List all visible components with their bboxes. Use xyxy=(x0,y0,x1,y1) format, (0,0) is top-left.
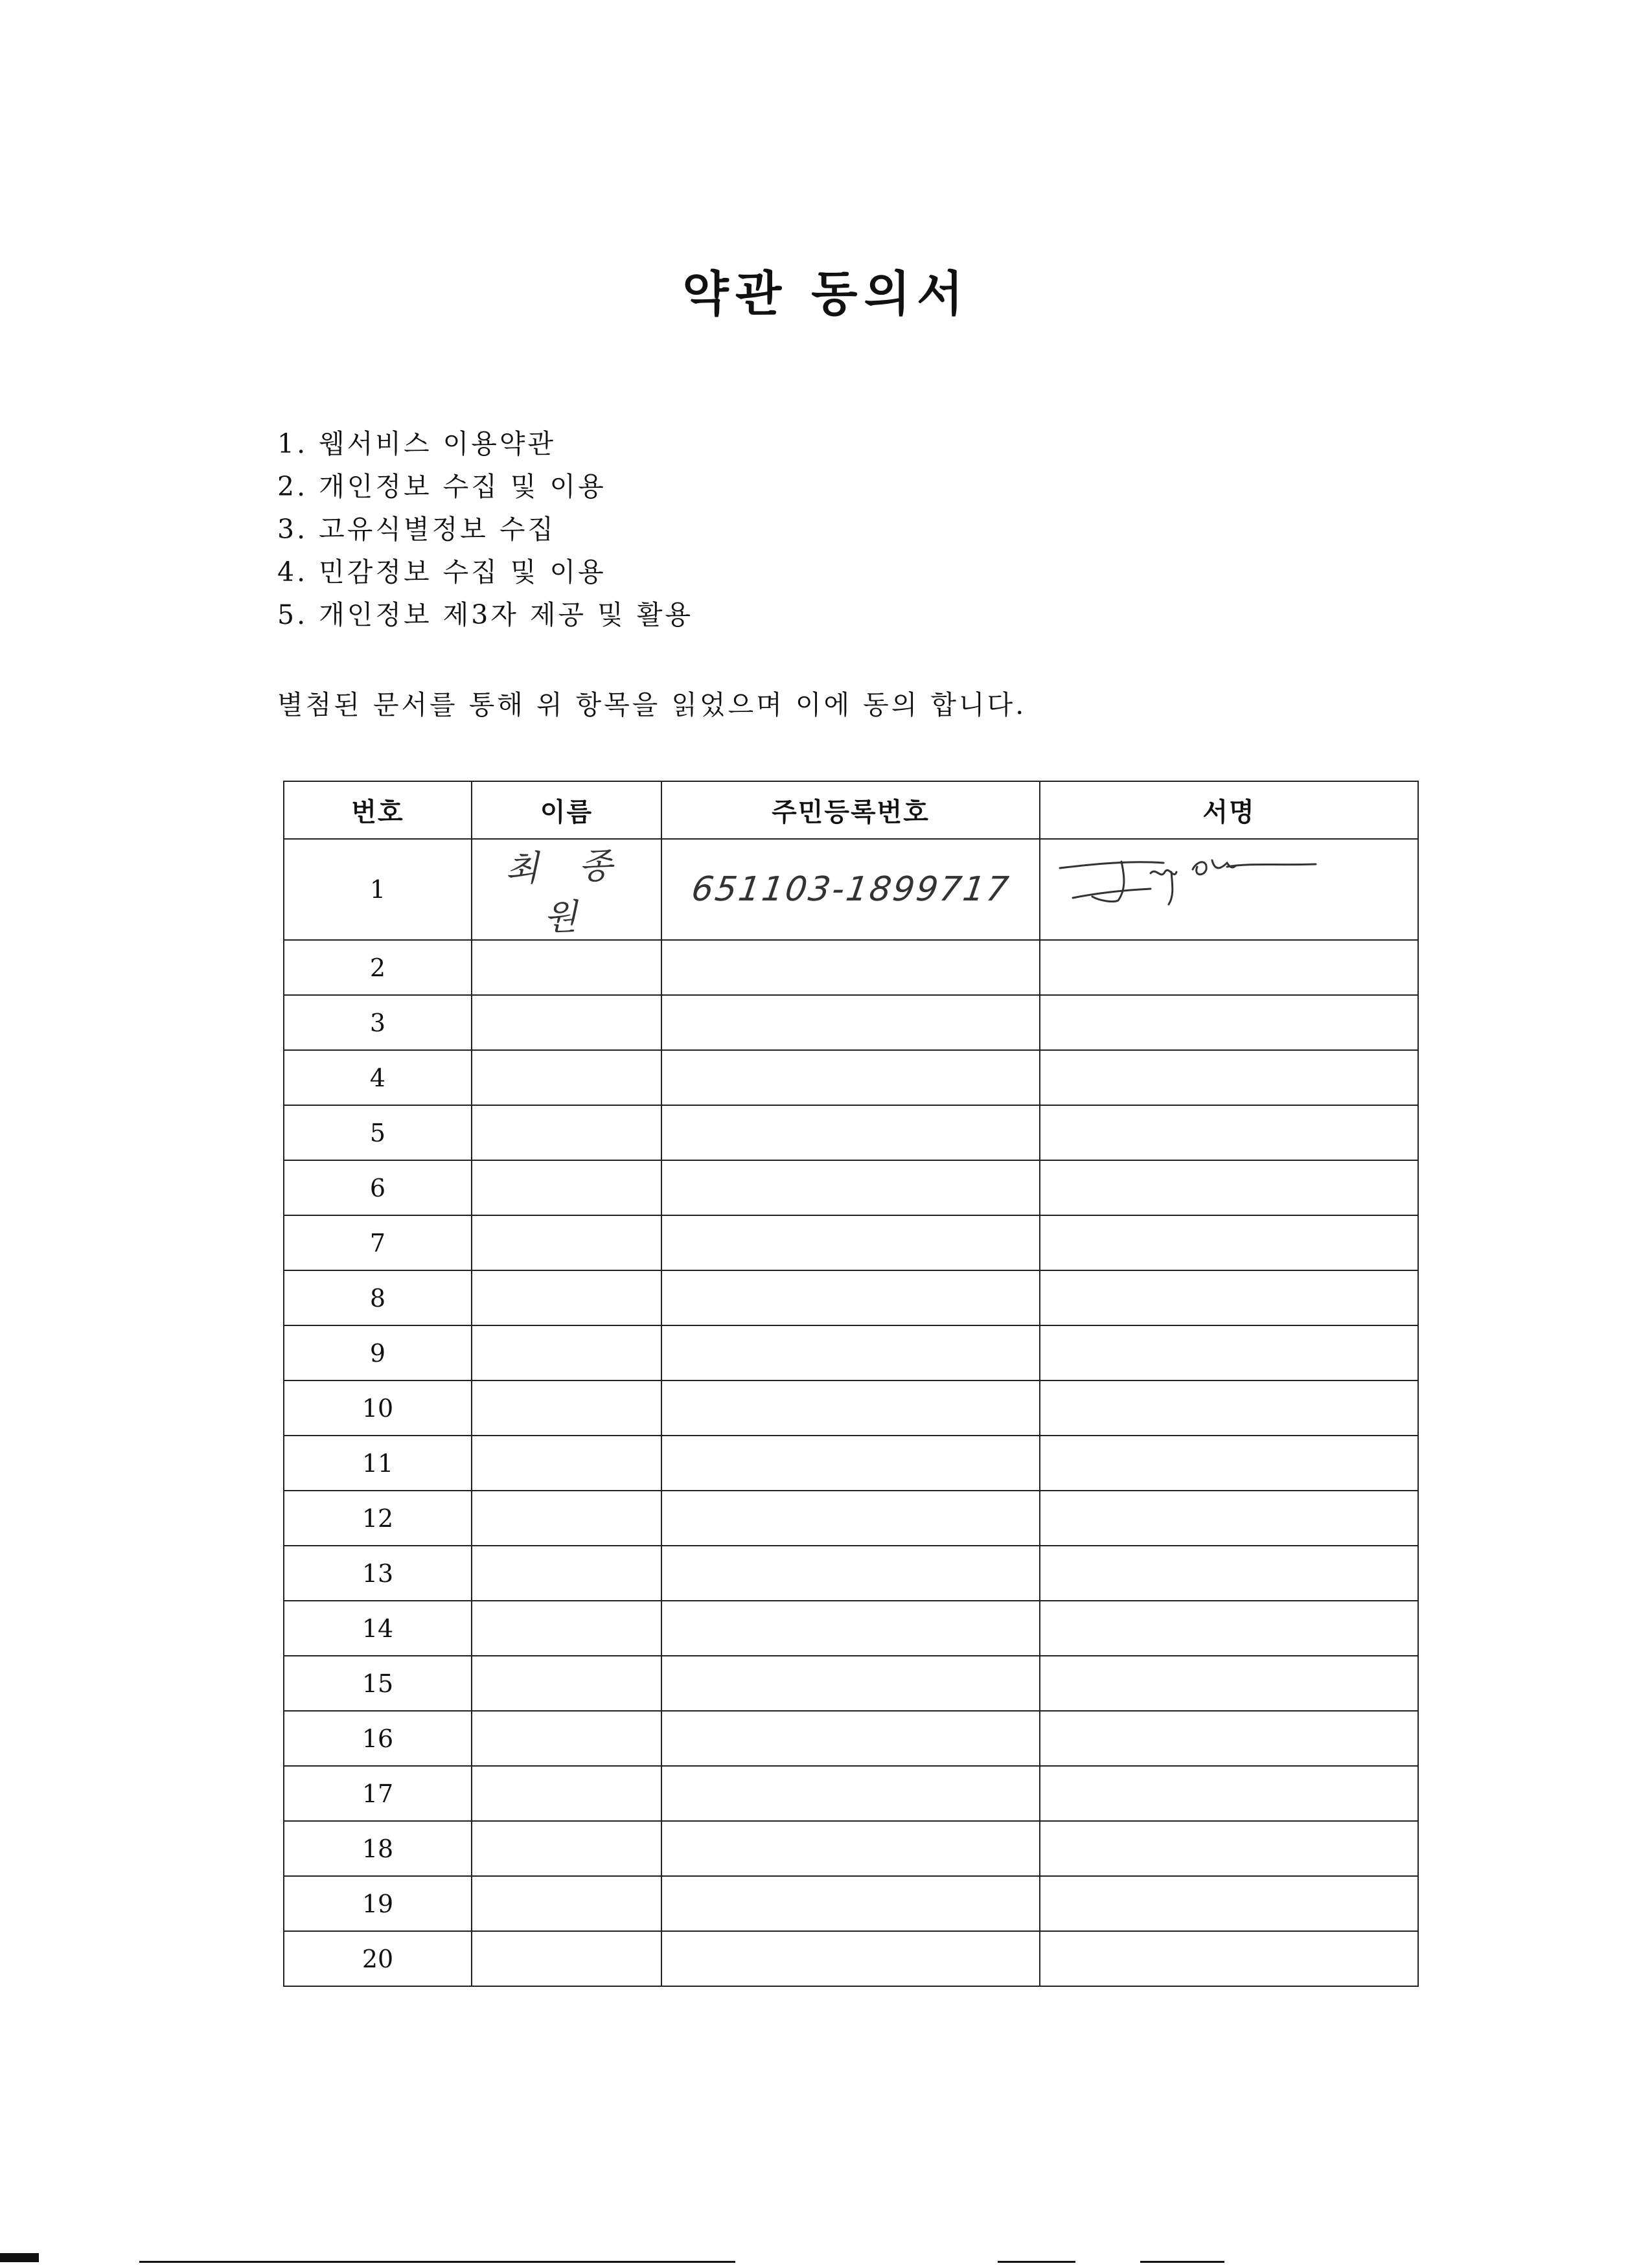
signature-cell xyxy=(1040,1711,1418,1766)
signature-stroke xyxy=(1151,870,1176,875)
id-number-cell xyxy=(661,1546,1040,1601)
name-cell xyxy=(472,1105,661,1160)
id-number-cell xyxy=(661,1270,1040,1325)
signature-cell xyxy=(1040,1876,1418,1931)
name-cell xyxy=(472,1436,661,1491)
name-cell xyxy=(472,1491,661,1546)
name-cell xyxy=(472,1931,661,1986)
signature-cell xyxy=(1040,1546,1418,1601)
name-cell xyxy=(472,1601,661,1656)
signature-cell xyxy=(1040,1105,1418,1160)
terms-item: 2. 개인정보 수집 및 이용 xyxy=(277,471,606,502)
signature-stroke xyxy=(1227,864,1316,867)
name-cell xyxy=(472,839,661,940)
row-number: 7 xyxy=(284,1215,472,1270)
name-cell xyxy=(472,1050,661,1105)
table-row xyxy=(284,1876,1418,1931)
signature-cell xyxy=(1040,1380,1418,1436)
table-row xyxy=(284,1380,1418,1436)
table-row xyxy=(284,1325,1418,1380)
signature-cell xyxy=(1040,1325,1418,1380)
name-cell xyxy=(472,1656,661,1711)
signature-stroke xyxy=(1193,862,1206,875)
header-name: 이름 xyxy=(472,781,661,839)
name-cell xyxy=(472,1215,661,1270)
row-number: 8 xyxy=(284,1270,472,1325)
terms-item: 5. 개인정보 제3자 제공 및 활용 xyxy=(277,599,694,630)
row-number: 1 xyxy=(284,839,472,940)
id-number-cell xyxy=(661,995,1040,1050)
table-row xyxy=(284,1766,1418,1821)
handwritten-id-number: 651103-1899717 xyxy=(689,870,1013,909)
id-number-cell xyxy=(661,1876,1040,1931)
scan-artifact xyxy=(1140,2261,1224,2263)
row-number: 3 xyxy=(284,995,472,1050)
signature-cell xyxy=(1040,1050,1418,1105)
terms-list xyxy=(277,422,693,636)
header-id-number: 주민등록번호 xyxy=(661,781,1040,839)
row-number: 17 xyxy=(284,1766,472,1821)
signature-cell xyxy=(1040,1656,1418,1711)
signature-cell xyxy=(1040,1601,1418,1656)
row-number: 6 xyxy=(284,1160,472,1215)
signature-cell xyxy=(1040,1766,1418,1821)
name-cell xyxy=(472,1270,661,1325)
table-row xyxy=(284,1436,1418,1491)
signature-cell xyxy=(1040,1270,1418,1325)
name-cell xyxy=(472,995,661,1050)
row-number: 15 xyxy=(284,1656,472,1711)
row-number: 19 xyxy=(284,1876,472,1931)
signature-cell xyxy=(1040,1491,1418,1546)
row-number: 20 xyxy=(284,1931,472,1986)
signature-cell xyxy=(1040,1931,1418,1986)
header-signature: 서명 xyxy=(1040,781,1418,839)
id-number-cell xyxy=(661,1105,1040,1160)
table-row xyxy=(284,1491,1418,1546)
table-row xyxy=(284,839,1418,940)
table-row xyxy=(284,1215,1418,1270)
row-number: 4 xyxy=(284,1050,472,1105)
name-cell xyxy=(472,1380,661,1436)
name-cell xyxy=(472,1876,661,1931)
row-number: 9 xyxy=(284,1325,472,1380)
consent-statement: 별첨된 문서를 통해 위 항목을 읽었으며 이에 동의 합니다. xyxy=(277,689,1027,720)
row-number: 13 xyxy=(284,1546,472,1601)
id-number-cell xyxy=(661,1766,1040,1821)
id-number-cell xyxy=(661,940,1040,995)
scan-artifact xyxy=(0,2253,39,2262)
table-row xyxy=(284,1270,1418,1325)
id-number-cell xyxy=(661,1491,1040,1546)
scan-artifact xyxy=(998,2261,1075,2263)
table-row xyxy=(284,995,1418,1050)
signature-stroke xyxy=(1060,862,1164,868)
id-number-cell xyxy=(661,1325,1040,1380)
header-number: 번호 xyxy=(284,781,472,839)
name-cell xyxy=(472,1160,661,1215)
terms-item: 4. 민감정보 수집 및 이용 xyxy=(277,556,606,588)
id-number-cell xyxy=(661,1436,1040,1491)
signature-cell xyxy=(1040,995,1418,1050)
signature-cell xyxy=(1040,1436,1418,1491)
signature-cell xyxy=(1040,940,1418,995)
id-number-cell xyxy=(661,1711,1040,1766)
signature-cell xyxy=(1040,1215,1418,1270)
table-row xyxy=(284,940,1418,995)
row-number: 16 xyxy=(284,1711,472,1766)
table-row xyxy=(284,1821,1418,1876)
terms-item: 3. 고유식별정보 수집 xyxy=(277,514,556,545)
name-cell xyxy=(472,1766,661,1821)
id-number-cell xyxy=(661,1931,1040,1986)
signature-cell xyxy=(1040,1160,1418,1215)
id-number-cell xyxy=(661,1160,1040,1215)
signature-stroke xyxy=(1169,872,1173,904)
id-number-cell xyxy=(661,839,1040,940)
row-number: 5 xyxy=(284,1105,472,1160)
signature-cell xyxy=(1040,839,1418,940)
name-cell xyxy=(472,1546,661,1601)
id-number-cell xyxy=(661,1215,1040,1270)
name-cell xyxy=(472,1821,661,1876)
row-number: 10 xyxy=(284,1380,472,1436)
table-header-row xyxy=(284,781,1418,839)
row-number: 2 xyxy=(284,940,472,995)
table-row xyxy=(284,1601,1418,1656)
handwritten-signature xyxy=(1053,841,1338,909)
name-cell xyxy=(472,1711,661,1766)
row-number: 14 xyxy=(284,1601,472,1656)
id-number-cell xyxy=(661,1050,1040,1105)
table-row xyxy=(284,1711,1418,1766)
document-title: 약관 동의서 xyxy=(682,266,970,322)
name-cell xyxy=(472,940,661,995)
table-row xyxy=(284,1105,1418,1160)
table-row xyxy=(284,1931,1418,1986)
signature-stroke xyxy=(1073,889,1151,898)
table-row xyxy=(284,1050,1418,1105)
consent-table xyxy=(283,781,1419,1987)
id-number-cell xyxy=(661,1380,1040,1436)
id-number-cell xyxy=(661,1656,1040,1711)
table-row xyxy=(284,1546,1418,1601)
id-number-cell xyxy=(661,1601,1040,1656)
table-row xyxy=(284,1656,1418,1711)
scan-artifact xyxy=(139,2261,735,2263)
row-number: 11 xyxy=(284,1436,472,1491)
row-number: 18 xyxy=(284,1821,472,1876)
signature-stroke xyxy=(1092,862,1124,902)
row-number: 12 xyxy=(284,1491,472,1546)
table-body xyxy=(284,839,1418,1986)
table-row xyxy=(284,1160,1418,1215)
handwritten-name: 최 종 원 xyxy=(504,844,628,939)
name-cell xyxy=(472,1325,661,1380)
terms-item: 1. 웹서비스 이용약관 xyxy=(277,428,556,459)
id-number-cell xyxy=(661,1821,1040,1876)
signature-cell xyxy=(1040,1821,1418,1876)
